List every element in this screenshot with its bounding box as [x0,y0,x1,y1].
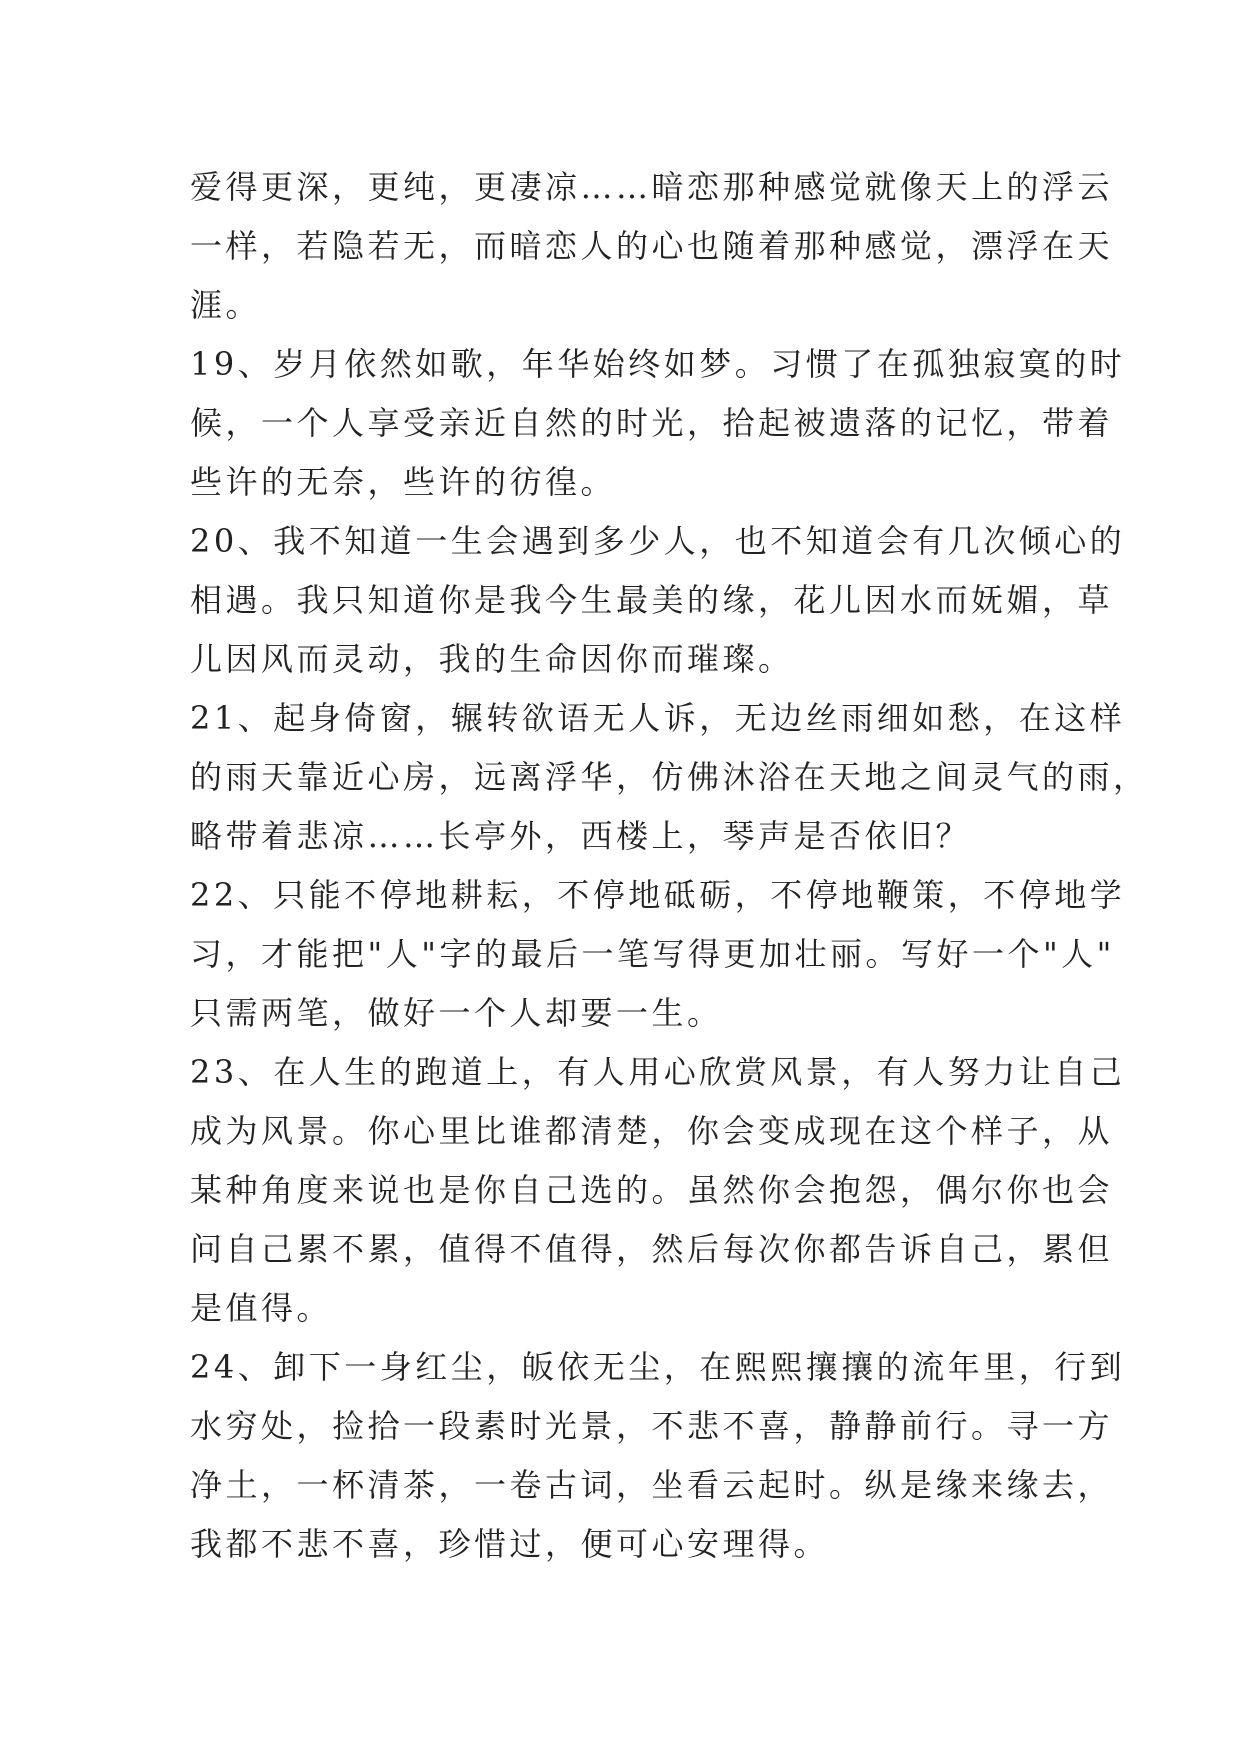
text-line: 问自己累不累，值得不值得，然后每次你都告诉自己，累但 [190,1230,1114,1268]
text-line: 些许的无奈，些许的彷徨。 [190,463,617,501]
text-line: 一样，若隐若无，而暗恋人的心也随着那种感觉，漂浮在天 [190,227,1114,265]
text-line: 24、卸下一身红尘，皈依无尘，在熙熙攘攘的流年里，行到 [190,1348,1126,1386]
text-line: 相遇。我只知道你是我今生最美的缘，花儿因水而妩媚，草 [190,581,1114,619]
text-line: 候，一个人享受亲近自然的时光，拾起被遗落的记忆，带着 [190,404,1114,442]
document-body [190,158,1149,1574]
text-line: 20、我不知道一生会遇到多少人，也不知道会有几次倾心的 [190,522,1126,560]
text-line: 的雨天靠近心房，远离浮华，仿佛沐浴在天地之间灵气的雨， [190,758,1149,796]
text-line: 19、岁月依然如歌，年华始终如梦。习惯了在孤独寂寞的时 [190,345,1126,383]
text-line: 23、在人生的跑道上，有人用心欣赏风景，有人努力让自己 [190,1053,1126,1091]
text-line: 爱得更深，更纯，更凄凉……暗恋那种感觉就像天上的浮云 [190,168,1114,206]
text-line: 我都不悲不喜，珍惜过，便可心安理得。 [190,1525,830,1563]
text-line: 儿因风而灵动，我的生命因你而璀璨。 [190,640,794,678]
text-line: 成为风景。你心里比谁都清楚，你会变成现在这个样子，从 [190,1112,1114,1150]
text-line: 是值得。 [190,1289,333,1327]
text-line: 22、只能不停地耕耘，不停地砥砺，不停地鞭策，不停地学 [190,876,1126,914]
text-line: 某种角度来说也是你自己选的。虽然你会抱怨，偶尔你也会 [190,1171,1114,1209]
text-line: 净土，一杯清茶，一卷古词，坐看云起时。纵是缘来缘去， [190,1466,1114,1504]
text-line: 只需两笔，做好一个人却要一生。 [190,994,723,1032]
text-line: 略带着悲凉……长亭外，西楼上，琴声是否依旧？ [190,817,972,855]
text-line: 涯。 [190,286,262,324]
text-line: 习，才能把"人"字的最后一笔写得更加壮丽。写好一个"人" [190,935,1115,973]
text-line: 水穷处，捡拾一段素时光景，不悲不喜，静静前行。寻一方 [190,1407,1114,1445]
text-line: 21、起身倚窗，辗转欲语无人诉，无边丝雨细如愁，在这样 [190,699,1126,737]
